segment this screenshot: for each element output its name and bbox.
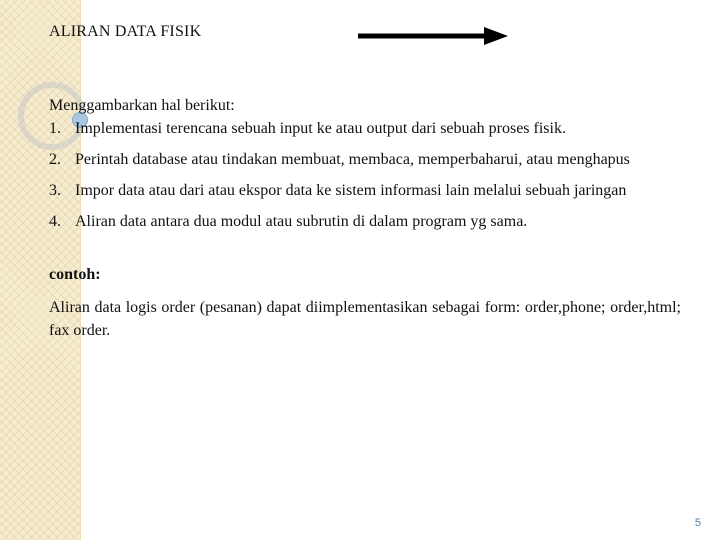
list-item-text: Perintah database atau tindakan membuat, membaca, memperbaharui, atau menghapus xyxy=(75,151,630,168)
slide-title: ALIRAN DATA FISIK xyxy=(49,23,202,40)
example-heading: contoh: xyxy=(49,266,101,283)
list-item-number: 1. xyxy=(49,120,61,137)
list-item-number: 3. xyxy=(49,182,61,199)
list-item xyxy=(49,117,681,140)
example-text: Aliran data logis order (pesanan) dapat diimplementasikan sebagai form: order,phone; order,html; fax order. xyxy=(49,299,681,339)
intro-text: Menggambarkan hal berikut: xyxy=(49,97,235,114)
list-item-number: 4. xyxy=(49,213,61,230)
list-item-number: 2. xyxy=(49,151,61,168)
arrow-right-icon xyxy=(356,26,510,46)
list-item xyxy=(49,148,681,171)
list-item-text: Impor data atau dari atau ekspor data ke sistem informasi lain melalui sebuah jaringan xyxy=(75,182,627,199)
list-item-text: Aliran data antara dua modul atau subrutin di dalam program yg sama. xyxy=(75,213,528,230)
list-item xyxy=(49,179,681,202)
list-item xyxy=(49,210,681,233)
page-number: 5 xyxy=(694,517,701,529)
slide-body xyxy=(49,94,681,342)
list-item-text: Implementasi terencana sebuah input ke atau output dari sebuah proses fisik. xyxy=(75,120,566,137)
item-list xyxy=(49,117,681,233)
